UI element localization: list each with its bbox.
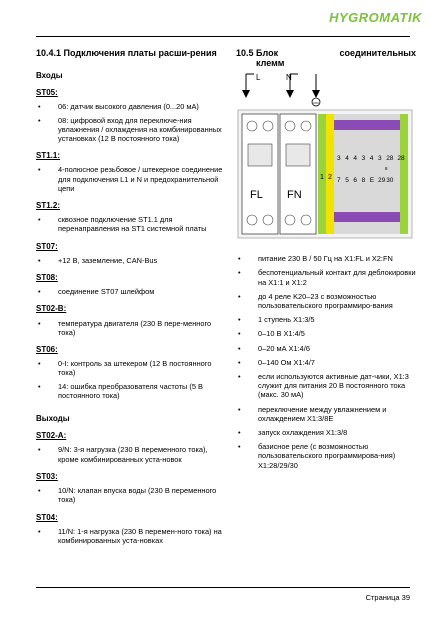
terminal-number: 28 bbox=[397, 155, 405, 163]
bullet-icon: • bbox=[238, 404, 241, 414]
terminal-block-svg bbox=[236, 72, 414, 242]
bullet-icon: • bbox=[38, 486, 41, 496]
list-item bbox=[236, 315, 416, 324]
list-item-text: базисное реле (с возможностью пользовательского программирова-ния) X1:28/29/30 bbox=[258, 442, 396, 470]
bullet-icon: • bbox=[238, 343, 241, 353]
list-item-text: +12 В, заземление, CAN-Bus bbox=[58, 255, 158, 265]
terminal-number: 3 bbox=[337, 155, 341, 163]
list-item-text: 1 ступень X1:3/5 bbox=[258, 315, 315, 325]
bullet-icon: • bbox=[238, 329, 241, 339]
list-item-text: 10/N: клапан впуска воды (230 В переменного тока) bbox=[58, 486, 217, 505]
bullet-icon: • bbox=[38, 255, 41, 265]
breaker-fn-label: FN bbox=[287, 189, 302, 202]
terminal-number: 28 bbox=[386, 155, 394, 163]
footer-rule bbox=[36, 587, 410, 588]
input-group-items bbox=[36, 165, 224, 193]
list-item bbox=[36, 256, 224, 265]
list-item-text: сквозное подключение ST1.1 для перенаправления на ST1 системной платы bbox=[58, 215, 207, 234]
list-item bbox=[236, 292, 416, 310]
input-group-label: ST06: bbox=[36, 345, 58, 355]
page-header bbox=[0, 0, 446, 36]
input-group-items bbox=[36, 256, 224, 265]
terminal-number: 29 bbox=[378, 177, 386, 185]
breaker-fl bbox=[242, 114, 278, 234]
list-item-text: 4-полюсное резьбовое / штекерное соединение для подключения L1 и N и предохранительной цепи bbox=[58, 165, 223, 193]
list-item bbox=[36, 215, 224, 233]
inputs-heading: Входы bbox=[36, 71, 63, 80]
input-group-label: ST1.2: bbox=[36, 201, 61, 211]
list-item bbox=[236, 405, 416, 423]
input-group-items bbox=[36, 319, 224, 337]
list-item bbox=[36, 486, 224, 504]
breaker-fl-label: FL bbox=[250, 189, 263, 202]
list-item-text: до 4 реле K20–23 с возможностью пользовательского программиро-вания bbox=[258, 291, 393, 311]
list-item-text: 06: датчик высокого давления (0...20 мА) bbox=[58, 102, 199, 112]
bullet-icon: • bbox=[38, 287, 41, 297]
list-item bbox=[36, 319, 224, 337]
outputs-heading: Выходы bbox=[36, 414, 70, 424]
list-item-text: переключение между увлажнением и охлаждением X1:3/8E bbox=[258, 404, 387, 423]
terminal-number: 4 bbox=[353, 155, 358, 163]
output-group-label: ST03: bbox=[36, 471, 58, 481]
input-group-label: ST07: bbox=[36, 241, 58, 251]
list-item-text: запуск охлаждения X1:3/8 bbox=[258, 428, 348, 438]
terminal-number: 30 bbox=[386, 177, 394, 185]
inputs-list bbox=[36, 88, 224, 400]
bullet-icon: • bbox=[38, 165, 41, 175]
terminal-number: 3 bbox=[378, 155, 382, 163]
arrow-n-label: N bbox=[286, 73, 292, 83]
list-item bbox=[236, 428, 416, 437]
bullet-icon: • bbox=[38, 318, 41, 328]
output-group-items bbox=[36, 527, 224, 545]
list-item-text: питание 230 В / 50 Гц на X1:FL и X2:FN bbox=[258, 254, 393, 264]
input-group-items bbox=[36, 102, 224, 143]
bullet-icon: • bbox=[238, 268, 241, 278]
bullet-icon: • bbox=[238, 428, 241, 438]
terminal-number: E bbox=[369, 177, 375, 185]
page-number: Страница 39 bbox=[365, 593, 410, 602]
input-group-items bbox=[36, 359, 224, 400]
title-line2: клемм bbox=[256, 58, 285, 68]
earth-icon bbox=[312, 98, 320, 106]
section-title-10-4-1: 10.4.1 Подключения платы расши-рения bbox=[36, 48, 217, 58]
list-item bbox=[236, 372, 416, 400]
list-item bbox=[36, 165, 224, 193]
bullet-icon: • bbox=[38, 526, 41, 536]
term-small-8: 8 bbox=[385, 166, 388, 172]
bullet-icon: • bbox=[38, 445, 41, 455]
title-number: 10.5 Блок bbox=[236, 48, 279, 58]
list-item-text: температура двигателя (230 В пере-менного тока) bbox=[58, 318, 212, 337]
list-item bbox=[36, 445, 224, 463]
terminal-number: 6 bbox=[353, 177, 358, 185]
list-item bbox=[36, 359, 224, 377]
input-group-items bbox=[36, 287, 224, 296]
breaker-fn bbox=[280, 114, 316, 234]
list-item bbox=[236, 442, 416, 470]
list-item bbox=[236, 329, 416, 338]
input-group-label: ST1.1: bbox=[36, 151, 61, 161]
term-1: 1 bbox=[320, 174, 324, 182]
terminal-number: 7 bbox=[337, 177, 341, 185]
bullet-icon: • bbox=[238, 315, 241, 325]
list-item bbox=[36, 102, 224, 111]
term-2: 2 bbox=[328, 174, 332, 182]
list-item bbox=[36, 527, 224, 545]
bullet-icon: • bbox=[38, 215, 41, 225]
list-item-text: 0–140 Ом X1:4/7 bbox=[258, 357, 315, 367]
list-item bbox=[36, 116, 224, 144]
list-item-text: 0–20 мА X1:4/6 bbox=[258, 343, 310, 353]
list-item bbox=[36, 382, 224, 400]
title-word: соединительных bbox=[339, 48, 416, 58]
left-column bbox=[36, 48, 224, 549]
bullet-icon: • bbox=[38, 102, 41, 112]
terminal-number: 4 bbox=[369, 155, 374, 163]
terminal-block-diagram bbox=[236, 72, 414, 242]
output-group-items bbox=[36, 486, 224, 504]
bullet-icon: • bbox=[238, 357, 241, 367]
brand-logo: HYGROMATIK bbox=[329, 10, 422, 25]
list-item bbox=[236, 268, 416, 286]
terminal-notes-list bbox=[236, 254, 416, 470]
list-item-text: беспотенциальный контакт для деблокировки на X1:1 и X1:2 bbox=[258, 268, 416, 287]
terminal-number: 8 bbox=[361, 177, 366, 185]
bullet-icon: • bbox=[238, 372, 241, 382]
list-item-text: 9/N: 3-я нагрузка (230 В переменного тока), кроме комбинированных уста-новок bbox=[58, 445, 208, 464]
list-item bbox=[236, 358, 416, 367]
list-item-text: 14: ошибка преобразователя частоты (5 В постоянного тока) bbox=[58, 381, 203, 400]
bullet-icon: • bbox=[38, 359, 41, 369]
list-item-text: 08: цифровой вход для переключе-ния увлажнения / охлаждения на комбинированных установках (12 В постоянного тока) bbox=[58, 115, 222, 144]
output-group-label: ST02-A: bbox=[36, 431, 67, 441]
bullet-icon: • bbox=[238, 254, 241, 264]
list-item-text: 11/N: 1-я нагрузка (230 В перемен-ного тока) на комбинированных уста-новках bbox=[58, 526, 222, 545]
right-column bbox=[236, 48, 416, 475]
terminal-number: 3 bbox=[361, 155, 366, 163]
supply-arrows bbox=[242, 73, 320, 106]
output-group-label: ST04: bbox=[36, 512, 58, 522]
list-item bbox=[236, 344, 416, 353]
bullet-icon: • bbox=[238, 442, 241, 452]
arrow-l-label: L bbox=[256, 73, 261, 83]
input-group-label: ST05: bbox=[36, 88, 58, 98]
header-rule bbox=[36, 36, 410, 37]
list-item-text: если используются активные дат-чики, X1:3 служит для питания 20 В постоянного тока (макс. 30 мА) bbox=[258, 372, 409, 400]
input-group-label: ST08: bbox=[36, 273, 58, 283]
list-item bbox=[36, 287, 224, 296]
bullet-icon: • bbox=[238, 291, 241, 301]
list-item-text: 0–10 В X1:4/5 bbox=[258, 329, 305, 339]
bullet-icon: • bbox=[38, 381, 41, 391]
terminal-number: 4 bbox=[345, 155, 349, 163]
output-group-items bbox=[36, 445, 224, 463]
input-group-label: ST02-B: bbox=[36, 304, 67, 314]
input-group-items bbox=[36, 215, 224, 233]
outputs-list bbox=[36, 431, 224, 545]
list-item-text: соединение ST07 шлейфом bbox=[58, 287, 155, 297]
list-item-text: 0-I: контроль за штекером (12 В постоянного тока) bbox=[58, 359, 212, 378]
list-item bbox=[236, 254, 416, 263]
terminal-number: 5 bbox=[345, 177, 349, 185]
bullet-icon: • bbox=[38, 115, 41, 125]
